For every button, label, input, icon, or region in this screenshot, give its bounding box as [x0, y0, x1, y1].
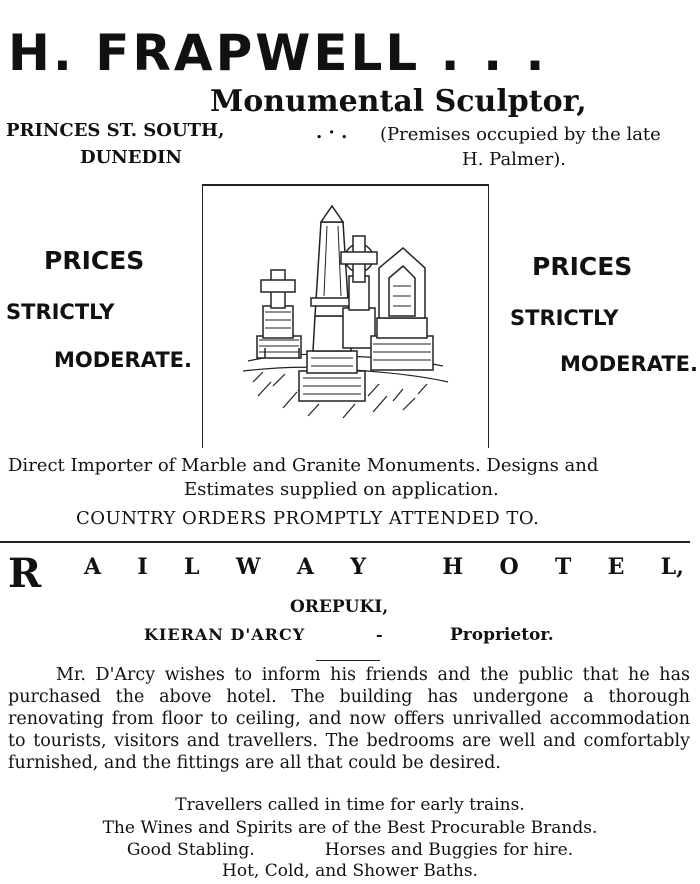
- hotel-name-letter: L,: [660, 554, 684, 580]
- hotel-name-letter: L: [184, 554, 200, 580]
- advertiser-trade: Monumental Sculptor,: [210, 84, 587, 119]
- right-moderate-label: MODERATE.: [560, 352, 698, 376]
- hotel-name-letter: I: [137, 554, 148, 580]
- address-street: PRINCES ST. SOUTH,: [6, 120, 225, 141]
- hotel-name-letter: T: [554, 554, 572, 580]
- proprietor-title: Proprietor.: [450, 625, 554, 645]
- right-prices-label: PRICES: [532, 252, 633, 281]
- hotel-name-letter: A: [84, 554, 102, 580]
- address-dots: . · .: [316, 122, 348, 143]
- hotel-name-initial: R: [8, 550, 42, 597]
- hotel-announcement-paragraph: Mr. D'Arcy wishes to inform his friends and the public that he has purchased the above hotel. The building has undergone a thorough renovating from floor to ceiling, and now offers unrivalled accommodation to tourists, visitors and travellers. The bedrooms are well and comfortably furnished, and the fittings are all that could be desired.: [8, 665, 690, 773]
- hotel-name-letter: Y: [350, 554, 366, 580]
- hotel-name-letter: H: [442, 554, 464, 580]
- monuments-illustration-icon: [203, 186, 488, 448]
- stabling-line: [0, 840, 700, 860]
- hotel-name-letter: W: [235, 554, 261, 580]
- horses-buggies-text: Horses and Buggies for hire.: [324, 840, 574, 860]
- advert-divider: [0, 541, 690, 543]
- premises-note-line1: (Premises occupied by the late: [380, 124, 661, 145]
- right-strictly-label: STRICTLY: [510, 306, 619, 330]
- proprietor-name: KIERAN D'ARCY: [144, 625, 306, 644]
- stabling-text: Good Stabling.: [126, 840, 255, 860]
- early-trains-line: Travellers called in time for early trains.: [175, 795, 525, 815]
- hotel-name-letter: O: [499, 554, 519, 580]
- baths-line: Hot, Cold, and Shower Baths.: [222, 861, 478, 881]
- hotel-name-letter: E: [607, 554, 625, 580]
- importer-text-line2: Estimates supplied on application.: [184, 479, 499, 500]
- proprietor-dash: -: [376, 625, 383, 644]
- left-strictly-label: STRICTLY: [6, 300, 115, 324]
- advertiser-name: H. FRAPWELL . . .: [8, 24, 548, 82]
- hotel-name: [84, 554, 684, 580]
- wines-spirits-line: The Wines and Spirits are of the Best Procurable Brands.: [102, 818, 598, 838]
- hotel-location: OREPUKI,: [290, 597, 389, 617]
- premises-note-line2: H. Palmer).: [462, 149, 567, 170]
- left-moderate-label: MODERATE.: [54, 348, 192, 372]
- importer-text-line1: Direct Importer of Marble and Granite Monuments. Designs and: [8, 455, 599, 476]
- hotel-name-letter: A: [296, 554, 314, 580]
- left-prices-label: PRICES: [44, 246, 145, 275]
- short-rule: [316, 660, 380, 661]
- country-orders-notice: COUNTRY ORDERS PROMPTLY ATTENDED TO.: [76, 508, 540, 529]
- address-city: DUNEDIN: [80, 147, 182, 168]
- monuments-illustration-frame: [202, 184, 489, 448]
